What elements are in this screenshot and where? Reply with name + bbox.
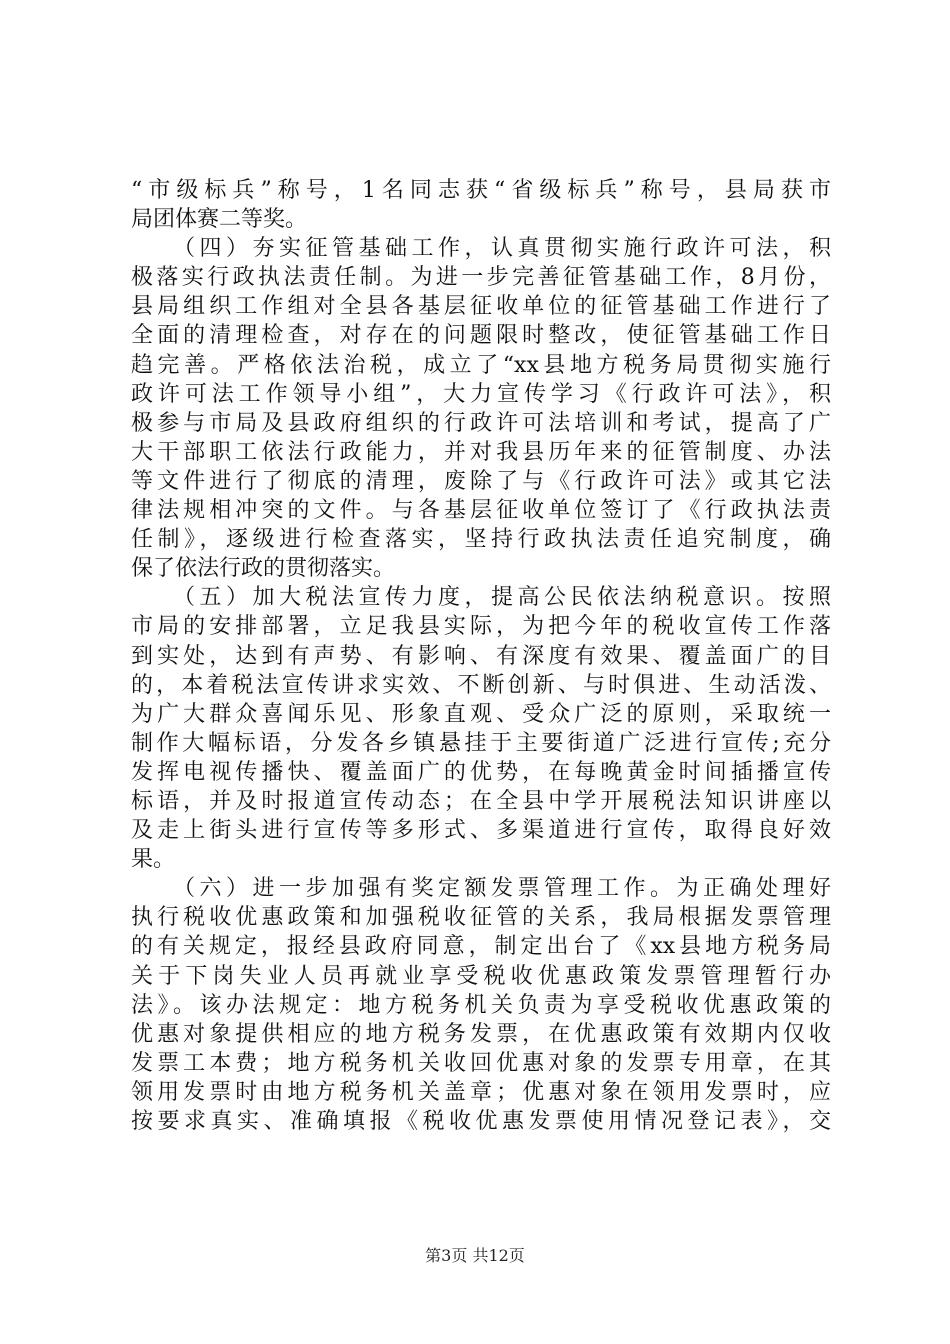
- text-line: 趋完善。严格依法治税，成立了“xx县地方税务局贯彻实施行: [131, 352, 831, 378]
- text-line: 优惠对象提供相应的地方税务发票，在优惠政策有效期内仅收: [131, 1021, 831, 1047]
- text-line: 及走上街头进行宣传等多形式、多渠道进行宣传，取得良好效: [131, 818, 831, 844]
- text-line: 政许可法工作领导小组”，大力宣传学习《行政许可法》，积: [131, 381, 831, 407]
- text-line: 关于下岗失业人员再就业享受税收优惠政策发票管理暂行办: [131, 963, 831, 989]
- text-line: 全面的清理检查，对存在的问题限时整改，使征管基础工作日: [131, 323, 831, 349]
- text-line: 发票工本费；地方税务机关收回优惠对象的发票专用章，在其: [131, 1050, 831, 1076]
- text-line: 律法规相冲突的文件。与各基层征收单位签订了《行政执法责: [131, 498, 831, 524]
- text-line: 执行税收优惠政策和加强税收征管的关系，我局根据发票管理: [131, 905, 831, 931]
- text-line: 的，本着税法宣传讲求实效、不断创新、与时俱进、生动活泼、: [131, 672, 831, 698]
- text-line: 为广大群众喜闻乐见、形象直观、受众广泛的原则，采取统一: [131, 701, 831, 727]
- text-line: 制作大幅标语，分发各乡镇悬挂于主要街道广泛进行宣传;充分: [131, 730, 831, 756]
- text-line: 任制》，逐级进行检查落实，坚持行政执法责任追究制度，确: [131, 527, 831, 553]
- text-line: 按要求真实、准确填报《税收优惠发票使用情况登记表》，交: [131, 1109, 831, 1134]
- text-line: “市级标兵”称号，1名同志获“省级标兵”称号，县局获市: [131, 178, 831, 203]
- text-line: 县局组织工作组对全县各基层征收单位的征管基础工作进行了: [131, 294, 831, 320]
- text-line: 极参与市局及县政府组织的行政许可法培训和考试，提高了广: [131, 410, 831, 436]
- text-line: 保了依法行政的贯彻落实。: [131, 556, 396, 582]
- text-line: 的有关规定，报经县政府同意，制定出台了《xx县地方税务局: [131, 934, 831, 960]
- text-line: 果。: [131, 847, 176, 873]
- text-line: 市局的安排部署，立足我县实际，为把今年的税收宣传工作落: [131, 614, 831, 640]
- text-line: （六）进一步加强有奖定额发票管理工作。为正确处理好: [131, 876, 831, 902]
- page-number-footer: 第3页 共12页: [425, 1246, 525, 1265]
- text-line: 标语，并及时报道宣传动态；在全县中学开展税法知识讲座以: [131, 788, 831, 814]
- text-line: 到实处，达到有声势、有影响、有深度有效果、覆盖面广的目: [131, 643, 831, 669]
- text-line: 极落实行政执法责任制。为进一步完善征管基础工作，8月份，: [131, 265, 831, 291]
- text-line: 局团体赛二等奖。: [131, 207, 308, 233]
- text-line: 发挥电视传播快、覆盖面广的优势，在每晚黄金时间插播宣传: [131, 759, 831, 785]
- document-body: [131, 176, 831, 1136]
- text-line: 大干部职工依法行政能力，并对我县历年来的征管制度、办法: [131, 439, 831, 465]
- text-line: 法》。该办法规定：地方税务机关负责为享受税收优惠政策的: [131, 992, 831, 1018]
- text-line: （四）夯实征管基础工作，认真贯彻实施行政许可法，积: [131, 236, 831, 262]
- text-line: 领用发票时由地方税务机关盖章；优惠对象在领用发票时，应: [131, 1079, 831, 1105]
- text-line: 等文件进行了彻底的清理，废除了与《行政许可法》或其它法: [131, 468, 831, 494]
- text-line: （五）加大税法宣传力度，提高公民依法纳税意识。按照: [131, 585, 831, 611]
